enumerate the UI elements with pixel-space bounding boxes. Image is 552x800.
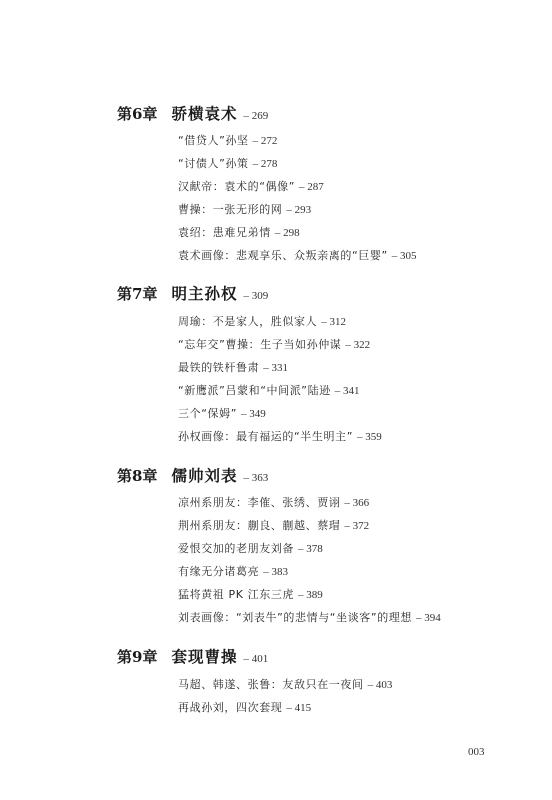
entry-page-number: – 366 [344, 497, 370, 509]
toc-entry [178, 201, 311, 219]
toc-entry [178, 586, 323, 604]
toc-entry [178, 382, 360, 400]
toc-entry [178, 132, 277, 150]
chapter-number: 第9章 [117, 648, 158, 666]
chapter-heading [117, 282, 268, 306]
chapter-title: 骄横袁术 [171, 104, 238, 123]
entry-page-number: – 293 [286, 204, 312, 216]
entry-title: 周瑜：不是家人，胜似家人 [178, 315, 318, 328]
entry-title: 爱恨交加的老朋友刘备 [178, 542, 294, 555]
entry-page-number: – 322 [345, 339, 371, 351]
entry-title: 马超、韩遂、张鲁：友敌只在一夜间 [178, 678, 364, 691]
entry-title: 凉州系朋友：李傕、张绣、贾诩 [178, 496, 341, 509]
entry-title: “忘年交”曹操：生子当如孙仲谋 [178, 338, 342, 351]
entry-page-number: – 287 [299, 181, 324, 193]
entry-title: 猛将黄祖 PK 江东三虎 [178, 588, 295, 601]
entry-title: “新鹰派”吕蒙和“中间派”陆逊 [178, 384, 331, 397]
entry-page-number: – 272 [252, 135, 278, 147]
toc-entry [178, 405, 266, 423]
toc-entry [178, 336, 370, 354]
entry-page-number: – 312 [321, 316, 346, 328]
chapter-page-number: – 363 [243, 472, 269, 484]
entry-page-number: – 383 [263, 566, 288, 578]
entry-page-number: – 341 [334, 385, 360, 397]
entry-title: 曹操：一张无形的网 [178, 203, 283, 216]
toc-entry [178, 563, 288, 581]
chapter-title: 套现曹操 [171, 647, 238, 666]
toc-entry [178, 609, 441, 627]
chapter-page-number: – 269 [243, 110, 269, 122]
entry-title: 三个“保姆” [178, 407, 237, 420]
chapter-title: 明主孙权 [171, 284, 238, 303]
entry-page-number: – 305 [391, 250, 417, 262]
entry-title: 有缘无分诸葛亮 [178, 565, 260, 578]
toc-entry [178, 247, 417, 265]
toc-entry [178, 178, 324, 196]
entry-page-number: – 378 [298, 543, 323, 555]
entry-title: 汉献帝：袁术的“偶像” [178, 180, 295, 193]
page-number: 003 [468, 746, 485, 758]
chapter-page-number: – 401 [243, 653, 269, 665]
toc-entry [178, 155, 277, 173]
toc-entry [178, 676, 392, 694]
entry-page-number: – 298 [274, 227, 300, 239]
chapter-number: 第6章 [117, 105, 158, 123]
chapter-title: 儒帅刘表 [171, 466, 238, 485]
toc-entry [178, 359, 288, 377]
chapter-page-number: – 309 [243, 290, 269, 302]
chapter-number: 第8章 [117, 467, 158, 485]
chapter-heading [117, 464, 268, 488]
entry-title: 袁绍：患难兄弟情 [178, 226, 271, 239]
entry-title: 荆州系朋友：蒯良、蒯越、蔡瑁 [178, 519, 341, 532]
entry-page-number: – 278 [252, 158, 278, 170]
entry-title: 刘表画像：“刘表牛”的悲情与“坐谈客”的理想 [178, 611, 412, 624]
chapter-heading [117, 102, 268, 126]
entry-title: 孙权画像：最有福运的“半生明主” [178, 430, 353, 443]
chapter-heading [117, 645, 268, 669]
entry-title: 再战孙刘，四次套现 [178, 701, 283, 714]
entry-page-number: – 372 [344, 520, 370, 532]
entry-page-number: – 415 [286, 702, 312, 714]
entry-page-number: – 359 [357, 431, 382, 443]
toc-entry [178, 428, 382, 446]
toc-entry [178, 699, 311, 717]
entry-title: “借贷人”孙坚 [178, 134, 249, 147]
entry-page-number: – 394 [416, 612, 441, 624]
entry-page-number: – 331 [263, 362, 288, 374]
entry-page-number: – 389 [298, 589, 323, 601]
entry-title: “讨债人”孙策 [178, 157, 249, 170]
entry-title: 袁术画像：悲观享乐、众叛亲离的“巨婴” [178, 249, 388, 262]
entry-page-number: – 403 [367, 679, 393, 691]
entry-title: 最铁的铁杆鲁肃 [178, 361, 260, 374]
toc-entry [178, 313, 346, 331]
chapter-number: 第7章 [117, 285, 158, 303]
entry-page-number: – 349 [241, 408, 266, 420]
toc-entry [178, 517, 369, 535]
toc-entry [178, 494, 369, 512]
toc-entry [178, 224, 300, 242]
toc-entry [178, 540, 323, 558]
